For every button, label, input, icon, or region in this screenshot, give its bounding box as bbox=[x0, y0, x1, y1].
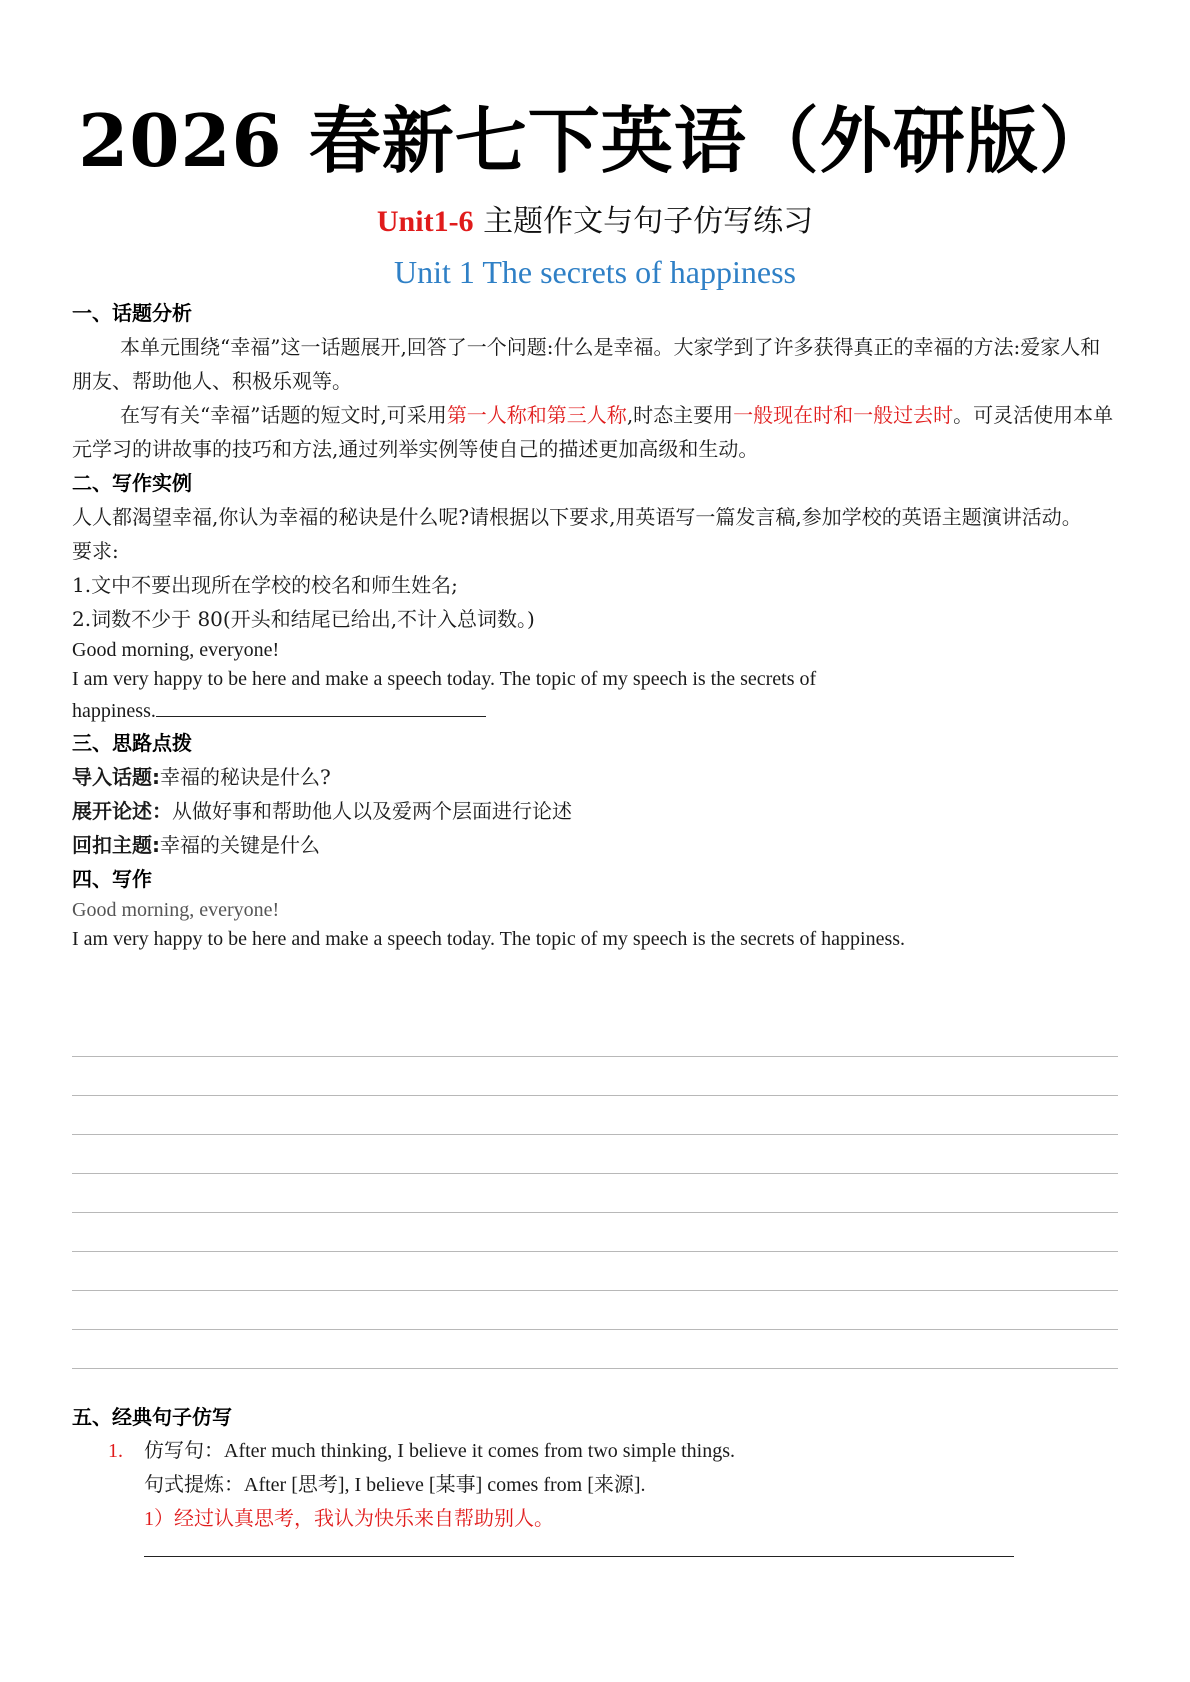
para2-text-a: 在写有关“幸福”话题的短文时,可采用 bbox=[120, 403, 447, 427]
section4-line2: I am very happy to be here and make a speech today. The topic of my speech is the secrets of happiness. bbox=[72, 928, 906, 950]
imitation-item bbox=[72, 1434, 1118, 1468]
para2-text-c: 。可灵活使用本单元学习的讲故事的技巧和方法,通过列举实例等使自己的描述更加高级和生动。 bbox=[72, 403, 1114, 461]
pattern-label: 句式提炼： bbox=[144, 1474, 244, 1496]
section3-line2 bbox=[72, 794, 1118, 828]
para2-text-b: ,时态主要用 bbox=[626, 403, 734, 427]
writing-lines[interactable] bbox=[72, 1018, 1118, 1369]
answer-blank[interactable] bbox=[156, 694, 486, 717]
label-intro-topic: 导入话题: bbox=[72, 765, 160, 789]
section5-heading: 五、经典句子仿写 bbox=[72, 1405, 232, 1429]
section2-opening2: I am very happy to be here and make a speech today. The topic of my speech is the secrets of bbox=[72, 668, 817, 690]
writing-line[interactable] bbox=[72, 1213, 1118, 1252]
model-label: 仿写句： bbox=[144, 1440, 224, 1462]
label-return-theme: 回扣主题: bbox=[72, 833, 160, 857]
section2-heading: 二、写作实例 bbox=[72, 471, 192, 495]
text-return-theme: 幸福的关键是什么 bbox=[160, 833, 320, 857]
subtitle bbox=[0, 202, 1190, 242]
section5 bbox=[72, 1400, 1118, 1557]
writing-line[interactable] bbox=[72, 1291, 1118, 1330]
writing-line[interactable] bbox=[72, 1096, 1118, 1135]
section3-line3 bbox=[72, 828, 1118, 862]
writing-line[interactable] bbox=[72, 1252, 1118, 1291]
writing-line[interactable] bbox=[72, 1135, 1118, 1174]
subtitle-unit-range: Unit1-6 bbox=[376, 205, 474, 238]
text-intro-topic: 幸福的秘诀是什么? bbox=[160, 765, 331, 789]
writing-line[interactable] bbox=[72, 1057, 1118, 1096]
section3-heading: 三、思路点拨 bbox=[72, 731, 192, 755]
section2-req1: 1.文中不要出现所在学校的校名和师生姓名; bbox=[72, 573, 458, 597]
content-body bbox=[72, 296, 1118, 954]
section1-para2 bbox=[72, 398, 1118, 466]
writing-line[interactable] bbox=[72, 1174, 1118, 1213]
exercise-line: 1）经过认真思考，我认为快乐来自帮助别人。 bbox=[144, 1508, 554, 1530]
section1-para1: 本单元围绕“幸福”这一话题展开,回答了一个问题:什么是幸福。大家学到了许多获得真正的幸福的方法:爱家人和朋友、帮助他人、积极乐观等。 bbox=[72, 335, 1101, 393]
unit-title: Unit 1 The secrets of happiness bbox=[394, 254, 796, 290]
section2-req-label: 要求: bbox=[72, 539, 119, 563]
section3-line1 bbox=[72, 760, 1118, 794]
pattern-text: After [思考], I believe [某事] comes from [来源]. bbox=[244, 1474, 646, 1496]
section1-heading: 一、话题分析 bbox=[72, 301, 192, 325]
opening3-text: happiness. bbox=[72, 700, 156, 722]
section2-prompt: 人人都渴望幸福,你认为幸福的秘诀是什么呢?请根据以下要求,用英语写一篇发言稿,参加学校的英语主题演讲活动。 bbox=[72, 505, 1082, 529]
pattern-line bbox=[72, 1468, 1118, 1502]
para2-highlight-tense: 一般现在时和一般过去时 bbox=[733, 403, 954, 427]
section4-line1: Good morning, everyone! bbox=[72, 899, 280, 921]
writing-line[interactable] bbox=[72, 1330, 1118, 1369]
item-number: 1. bbox=[108, 1440, 123, 1462]
para2-highlight-person: 第一人称和第三人称 bbox=[446, 403, 627, 427]
section2-opening3 bbox=[72, 694, 1118, 726]
answer-line[interactable] bbox=[144, 1554, 1014, 1557]
label-discussion: 展开论述： bbox=[72, 799, 172, 823]
section4-heading: 四、写作 bbox=[72, 867, 152, 891]
section2-req2: 2.词数不少于 80(开头和结尾已给出,不计入总词数。) bbox=[72, 607, 535, 631]
text-discussion: 从做好事和帮助他人以及爱两个层面进行论述 bbox=[172, 799, 572, 823]
main-title: 2026 春新七下英语（外研版） bbox=[78, 98, 1112, 183]
subtitle-text: 主题作文与句子仿写练习 bbox=[473, 204, 814, 239]
writing-line[interactable] bbox=[72, 1018, 1118, 1057]
model-sentence: After much thinking, I believe it comes from two simple things. bbox=[224, 1440, 736, 1462]
section2-opening1: Good morning, everyone! bbox=[72, 639, 280, 661]
